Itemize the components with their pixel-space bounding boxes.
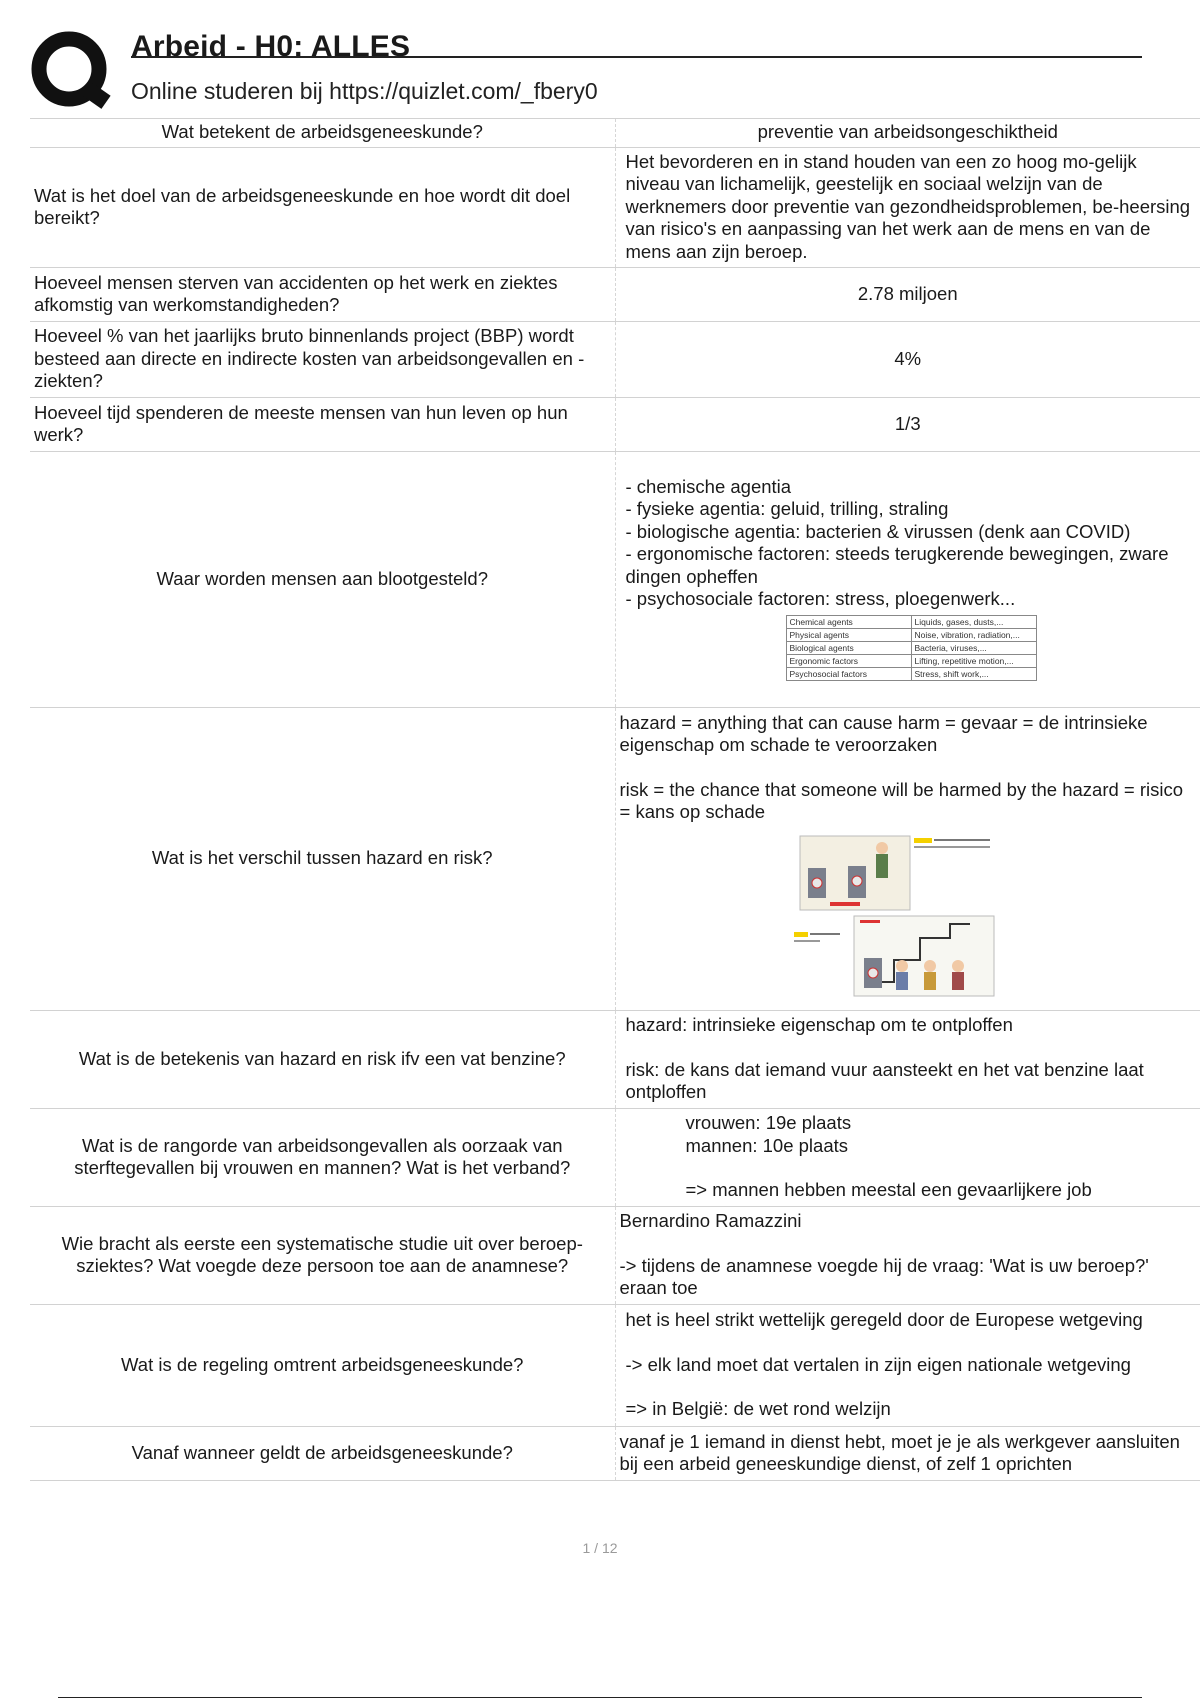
answer-blank-line <box>626 1037 1197 1059</box>
card-question: Hoeveel tijd spenderen de meeste mensen van hun leven op hun werk? <box>30 398 615 452</box>
card-answer <box>615 1427 1200 1481</box>
answer-line: mannen: 10e plaats <box>685 1134 849 1156</box>
mini-table-cell: Ergonomic factors <box>786 654 911 667</box>
mini-table-cell: Liquids, gases, dusts,... <box>911 615 1036 628</box>
document-title: Arbeid - H0: ALLES <box>131 30 411 63</box>
mini-table-row <box>786 654 1036 667</box>
answer-line: - chemische agentia <box>625 475 792 497</box>
answer-line: vrouwen: 19e plaats <box>685 1112 852 1134</box>
card-question: Hoeveel mensen sterven van accidenten op het werk en ziektes afkomstig van werkomstandigheden? <box>30 268 615 322</box>
answer-line: vanaf je 1 iemand in dienst hebt, moet je je als werkgever aansluiten bij een arbeid geneeskundige dienst, of zelf 1 oprichten <box>619 1430 1180 1474</box>
answer-line: => mannen hebben meestal een gevaarlijkere job <box>685 1179 1092 1201</box>
card-answer <box>615 1207 1200 1305</box>
mini-table-cell: Chemical agents <box>786 615 911 628</box>
answer-line: - psychosociale factoren: stress, ploegenwerk... <box>625 588 1016 609</box>
answer-blank-line <box>620 1233 1197 1255</box>
card-row <box>30 1207 1200 1305</box>
answer-line: 4% <box>894 347 922 369</box>
card-question: Wat is de regeling omtrent arbeidsgeneeskunde? <box>30 1305 615 1427</box>
card-question: Waar worden mensen aan blootgesteld? <box>30 452 615 708</box>
answer-line: - ergonomische factoren: steeds terugkerende bewegingen, zware dingen opheffen <box>625 543 1169 587</box>
mini-table-cell: Biological agents <box>786 641 911 654</box>
mini-table-cell: Noise, vibration, radiation,... <box>911 628 1036 641</box>
card-answer <box>615 452 1200 708</box>
answer-line: preventie van arbeidsongeschiktheid <box>757 121 1058 143</box>
card-answer <box>615 119 1200 148</box>
card-question: Wie bracht als eerste een systematische studie uit over beroep-sziektes? Wat voegde deze persoon toe aan de anamnese? <box>30 1207 615 1305</box>
footer-rule <box>58 1697 1142 1698</box>
card-answer <box>615 1109 1200 1207</box>
hazard-risk-illustration <box>790 832 1010 1002</box>
mini-table-row <box>786 667 1036 680</box>
document-subtitle: Online studeren bij https://quizlet.com/_fbery0 <box>131 78 598 104</box>
card-row <box>30 1427 1200 1481</box>
mini-table-cell: Physical agents <box>786 628 911 641</box>
card-row <box>30 1305 1200 1427</box>
answer-blank-line <box>686 1157 1197 1179</box>
answer-line: - fysieke agentia: geluid, trilling, straling <box>625 498 949 519</box>
mini-table-row <box>786 628 1036 641</box>
card-row <box>30 119 1200 148</box>
mini-table-row <box>786 615 1036 628</box>
answer-line: Bernardino Ramazzini <box>619 1210 802 1232</box>
card-answer <box>615 708 1200 1011</box>
card-row <box>30 148 1200 268</box>
answer-line: -> tijdens de anamnese voegde hij de vraag: 'Wat is uw beroep?' eraan toe <box>619 1254 1149 1299</box>
page-number: 1 / 12 <box>582 1540 618 1556</box>
card-row <box>30 268 1200 322</box>
quizlet-logo-icon <box>30 30 112 112</box>
mini-table-cell: Psychosocial factors <box>786 667 911 680</box>
card-row <box>30 452 1200 708</box>
card-question: Wat is het verschil tussen hazard en risk? <box>30 708 615 1011</box>
flashcard-table <box>30 118 1200 1481</box>
answer-line: hazard: intrinsieke eigenschap om te ontploffen <box>625 1014 1013 1036</box>
card-answer <box>615 398 1200 452</box>
answer-line: -> elk land moet dat vertalen in zijn eigen nationale wetgeving <box>625 1353 1131 1375</box>
card-row <box>30 708 1200 1011</box>
card-answer <box>615 148 1200 268</box>
answer-line: => in België: de wet rond welzijn <box>625 1398 891 1420</box>
mini-table-cell: Lifting, repetitive motion,... <box>911 654 1036 667</box>
card-row <box>30 1109 1200 1207</box>
card-question: Vanaf wanneer geldt de arbeidsgeneeskunde? <box>30 1427 615 1481</box>
answer-line: risk: de kans dat iemand vuur aansteekt en het vat benzine laat ontploffen <box>625 1058 1144 1103</box>
answer-line: 2.78 miljoen <box>857 282 958 304</box>
mini-table-cell: Bacteria, viruses,... <box>911 641 1036 654</box>
card-question: Hoeveel % van het jaarlijks bruto binnenlands project (BBP) wordt besteed aan directe en indirecte kosten van arbeidsongevallen en -ziekten? <box>30 322 615 398</box>
answer-blank-line <box>626 1332 1197 1354</box>
card-row <box>30 398 1200 452</box>
card-row <box>30 322 1200 398</box>
card-question: Wat is de rangorde van arbeidsongevallen als oorzaak van sterftegevallen bij vrouwen en mannen? Wat is het verband? <box>30 1109 615 1207</box>
answer-line: - biologische agentia: bacterien & virussen (denk aan COVID) <box>625 520 1131 542</box>
card-question: Wat is het doel van de arbeidsgeneeskunde en hoe wordt dit doel bereikt? <box>30 148 615 268</box>
card-row <box>30 1011 1200 1109</box>
exposure-mini-table <box>786 615 1037 681</box>
answer-line: risk = the chance that someone will be harmed by the hazard = risico = kans op schade <box>619 778 1184 822</box>
answer-line: het is heel strikt wettelijk geregeld door de Europese wetgeving <box>625 1309 1143 1331</box>
card-answer <box>615 1305 1200 1427</box>
mini-table-row <box>786 641 1036 654</box>
card-answer <box>615 1011 1200 1109</box>
card-question: Wat betekent de arbeidsgeneeskunde? <box>30 119 615 148</box>
answer-line: 1/3 <box>894 412 921 434</box>
answer-blank-line <box>620 757 1197 779</box>
answer-line: Het bevorderen en in stand houden van een zo hoog mo-gelijk niveau van lichamelijk, geestelijk en sociaal welzijn van de werknemers door preventie van gezondheidsproblemen, be-heersing van risico's en aanpassing van het werk aan de mens en van de mens aan zijn beroep. <box>625 150 1191 262</box>
card-answer <box>615 322 1200 398</box>
mini-table-cell: Stress, shift work,... <box>911 667 1036 680</box>
answer-line: hazard = anything that can cause harm = gevaar = de intrinsieke eigenschap om schade te veroorzaken <box>619 711 1148 755</box>
answer-blank-line <box>626 1376 1197 1398</box>
card-answer <box>615 268 1200 322</box>
card-question: Wat is de betekenis van hazard en risk ifv een vat benzine? <box>30 1011 615 1109</box>
